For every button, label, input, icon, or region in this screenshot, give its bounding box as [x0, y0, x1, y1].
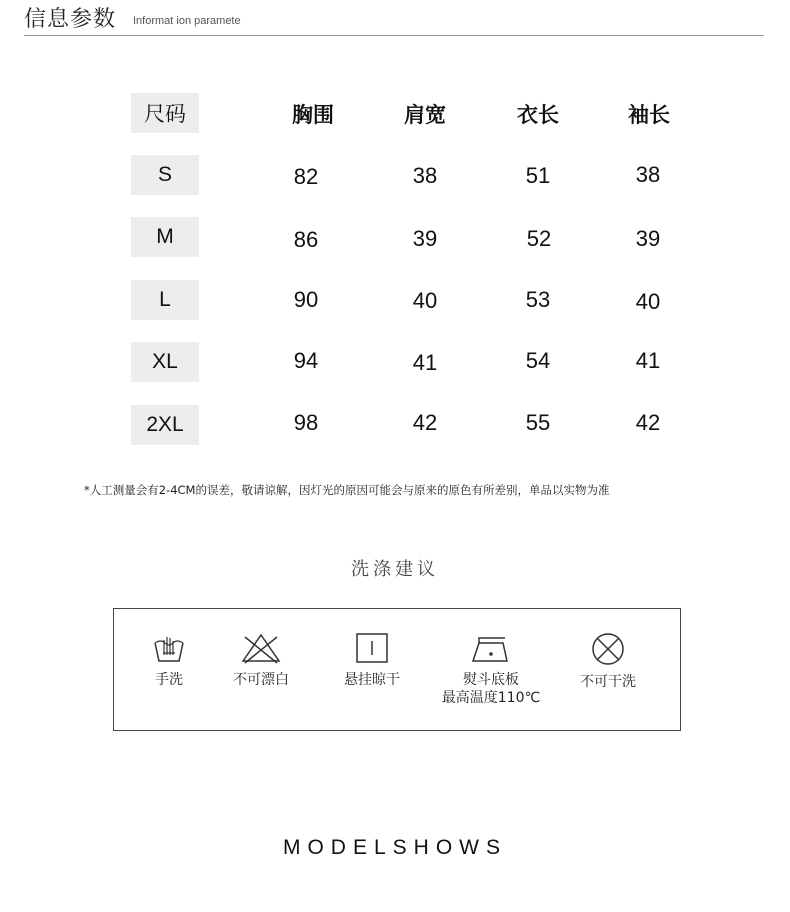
care-label: 不可干洗 [580, 674, 636, 690]
table-cell: 98 [293, 410, 319, 435]
section-title: 信息参数 [24, 7, 117, 32]
section-subtitle: Informat ion paramete [133, 15, 241, 27]
size-label: L [131, 280, 199, 320]
size-label: M [131, 217, 199, 257]
column-header-length: 衣长 [517, 103, 559, 127]
table-cell: 41 [635, 348, 661, 373]
column-header-sleeve: 袖长 [628, 103, 670, 127]
table-cell: 40 [412, 288, 438, 313]
care-label: 不可漂白 [233, 672, 289, 688]
table-cell: 40 [635, 289, 661, 314]
header-divider [24, 35, 764, 36]
size-label: 2XL [131, 405, 199, 445]
table-cell: 82 [293, 164, 319, 189]
table-cell: 53 [525, 287, 551, 312]
table-cell: 90 [293, 287, 319, 312]
size-column-header: 尺码 [131, 93, 199, 133]
line-dry-icon [352, 631, 392, 665]
care-label-temperature: 最高温度110℃ [441, 690, 541, 706]
iron-icon [469, 631, 513, 665]
table-cell: 86 [293, 227, 319, 252]
no-dry-clean-icon [588, 631, 628, 667]
care-item-iron [436, 631, 546, 707]
table-cell: 51 [525, 163, 551, 188]
measurement-note: *人工测量会有2-4CM的误差，敬请谅解，因灯光的原因可能会与原来的原色有所差别，单品以实物为准 [84, 483, 610, 497]
size-label: XL [131, 342, 199, 382]
column-header-shoulder: 肩宽 [404, 103, 446, 127]
table-cell: 42 [635, 410, 661, 435]
column-header-chest: 胸围 [292, 103, 334, 127]
care-label: 手洗 [155, 672, 183, 688]
care-label: 悬挂晾干 [344, 672, 400, 688]
table-cell: 39 [412, 226, 438, 251]
size-label: S [131, 155, 199, 195]
table-cell: 39 [635, 226, 661, 251]
table-cell: 54 [525, 348, 551, 373]
table-cell: 41 [412, 350, 438, 375]
care-item-line-dry [317, 631, 427, 689]
brand-logo-text: MODELSHOWS [282, 836, 507, 859]
care-item-no-bleach [206, 631, 316, 689]
hand-wash-icon [149, 631, 189, 665]
table-cell: 94 [293, 348, 319, 373]
washing-title: 洗涤建议 [351, 559, 439, 580]
table-cell: 52 [526, 226, 552, 251]
table-cell: 38 [412, 163, 438, 188]
table-cell: 42 [412, 410, 438, 435]
care-item-no-dry-clean [553, 631, 663, 691]
care-instructions-box [113, 608, 681, 731]
table-cell: 38 [635, 162, 661, 187]
no-bleach-icon [239, 631, 283, 665]
table-cell: 55 [525, 410, 551, 435]
care-label: 熨斗底板 [463, 672, 519, 688]
